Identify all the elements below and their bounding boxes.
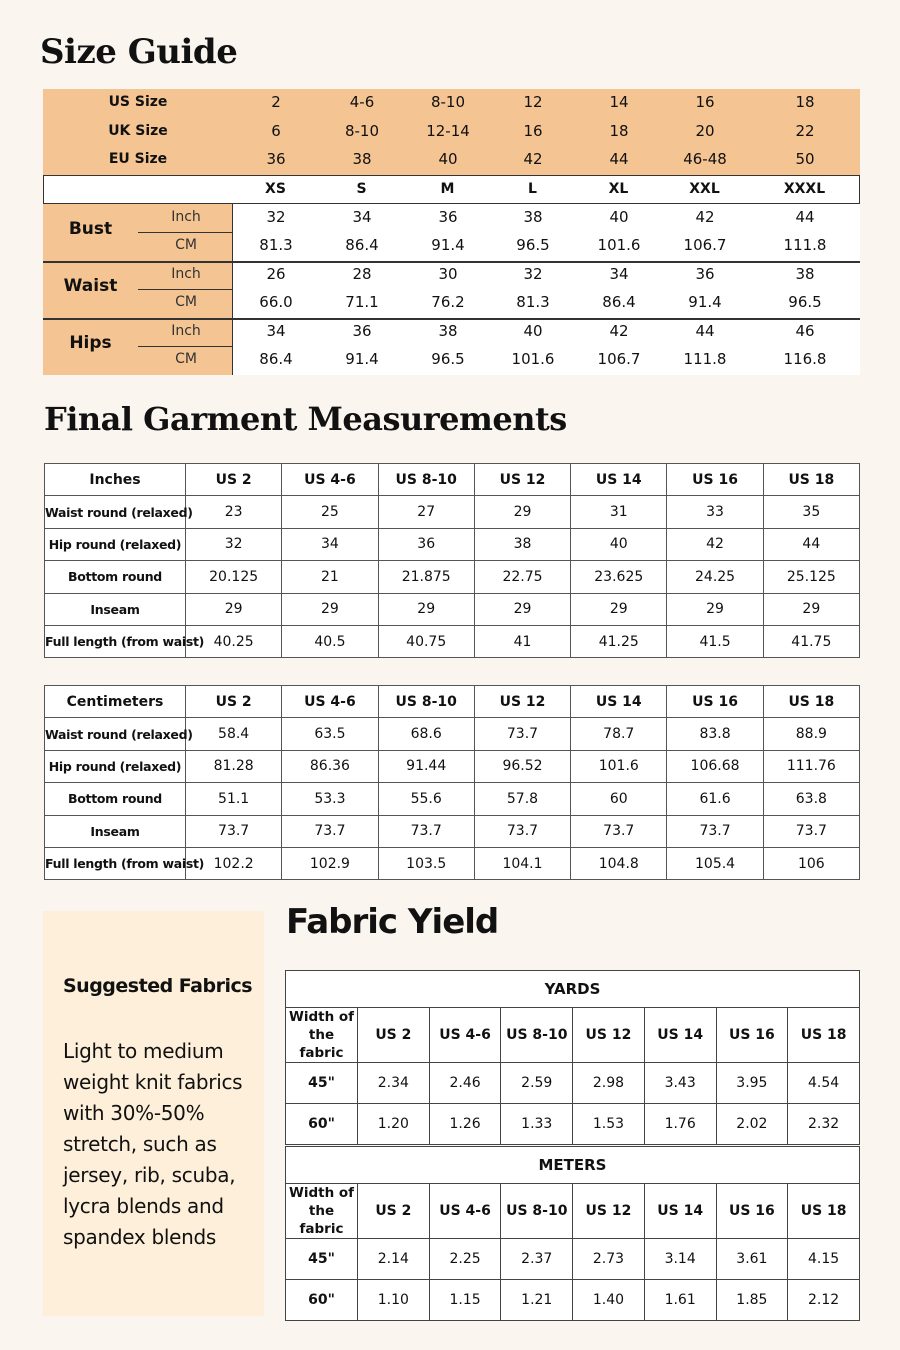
size-header: US 14 <box>644 1008 716 1063</box>
cm-value: 111.8 <box>683 350 727 368</box>
row-label: Inseam <box>45 593 186 625</box>
letter-size: XL <box>608 181 629 197</box>
cell-value: 105.4 <box>667 847 763 879</box>
yield-value: 1.21 <box>501 1280 573 1321</box>
inch-value: 36 <box>695 265 715 283</box>
yield-value: 2.02 <box>716 1104 788 1145</box>
row-label: Full length (from waist) <box>45 847 186 879</box>
yield-value: 2.37 <box>501 1239 573 1280</box>
header-row <box>45 464 860 496</box>
size-region-label: UK Size <box>108 122 168 139</box>
size-header: US 18 <box>788 1008 860 1063</box>
cm-value: 106.7 <box>683 236 727 254</box>
row-label: Bottom round <box>45 783 186 815</box>
size-header: US 4-6 <box>282 686 378 718</box>
cell-value: 29 <box>282 593 378 625</box>
cell-value: 103.5 <box>378 847 474 879</box>
unit-inch-label: Inch <box>171 266 201 282</box>
inch-value: 38 <box>795 265 815 283</box>
size-value: 50 <box>795 150 815 168</box>
cell-value: 73.7 <box>667 815 763 847</box>
cell-value: 25.125 <box>763 561 859 593</box>
cm-value: 106.7 <box>597 350 641 368</box>
row-label: Waist round (relaxed) <box>45 496 186 528</box>
cm-value: 66.0 <box>259 293 293 311</box>
size-header: US 18 <box>788 1184 860 1239</box>
size-header: US 8-10 <box>501 1184 573 1239</box>
yield-value: 3.43 <box>644 1063 716 1104</box>
unit-header: Inches <box>45 464 186 496</box>
size-header: US 2 <box>186 464 282 496</box>
table-row <box>286 1239 860 1280</box>
cell-value: 29 <box>571 593 667 625</box>
size-value: 16 <box>523 121 543 140</box>
table-row <box>45 625 860 657</box>
suggested-fabrics-text: Light to medium weight knit fabrics with 30%-50% stretch, such as jersey, rib, scuba, lycra blends and spandex blends <box>63 1039 243 1249</box>
letter-size: M <box>440 181 455 197</box>
size-header: US 8-10 <box>378 464 474 496</box>
size-header: US 2 <box>358 1008 430 1063</box>
cell-value: 21 <box>282 561 378 593</box>
letter-size: S <box>356 181 367 197</box>
size-region-row <box>43 89 860 117</box>
table-row <box>286 1063 860 1104</box>
cm-value: 81.3 <box>516 293 550 311</box>
width-header <box>286 1008 358 1063</box>
yield-value: 4.54 <box>788 1063 860 1104</box>
inch-value: 44 <box>695 322 715 340</box>
cell-value: 31 <box>571 496 667 528</box>
cm-value: 71.1 <box>345 293 379 311</box>
unit-cm-label: CM <box>175 294 197 310</box>
cm-value: 86.4 <box>602 293 636 311</box>
inch-value: 34 <box>352 208 372 226</box>
cm-value: 76.2 <box>431 293 465 311</box>
size-header: US 2 <box>358 1184 430 1239</box>
size-header: US 14 <box>571 464 667 496</box>
cell-value: 25 <box>282 496 378 528</box>
final-garment-title: Final Garment Measurements <box>44 400 567 438</box>
cell-value: 29 <box>378 593 474 625</box>
size-region-label: EU Size <box>108 151 168 167</box>
size-value: 38 <box>352 150 372 168</box>
table-row <box>45 593 860 625</box>
cm-value: 96.5 <box>788 293 822 311</box>
yield-value: 2.73 <box>573 1239 645 1280</box>
width-label-line2: the fabric <box>299 1027 344 1061</box>
unit-inch-label: Inch <box>171 323 201 339</box>
size-header: US 14 <box>571 686 667 718</box>
cell-value: 33 <box>667 496 763 528</box>
size-header: US 16 <box>716 1008 788 1063</box>
unit-divider <box>138 289 233 290</box>
table-row <box>45 783 860 815</box>
yield-value: 2.14 <box>358 1239 430 1280</box>
fabric-width: 45" <box>286 1063 358 1104</box>
cell-value: 58.4 <box>186 718 282 750</box>
yield-value: 3.95 <box>716 1063 788 1104</box>
cell-value: 57.8 <box>474 783 570 815</box>
yield-value: 1.33 <box>501 1104 573 1145</box>
cell-value: 63.5 <box>282 718 378 750</box>
width-label-line1: Width of <box>288 1185 355 1201</box>
fabric-yield-meters-table <box>285 1146 860 1321</box>
cell-value: 73.7 <box>378 815 474 847</box>
cell-value: 41.75 <box>763 625 859 657</box>
cell-value: 24.25 <box>667 561 763 593</box>
fabric-yield-title: Fabric Yield <box>286 902 499 942</box>
size-value: 20 <box>695 121 715 140</box>
cell-value: 83.8 <box>667 718 763 750</box>
cell-value: 41.5 <box>667 625 763 657</box>
cm-value: 91.4 <box>345 350 379 368</box>
unit-cm-label: CM <box>175 351 197 367</box>
size-header: US 4-6 <box>429 1008 501 1063</box>
cm-value: 91.4 <box>431 236 465 254</box>
cell-value: 20.125 <box>186 561 282 593</box>
inch-value: 36 <box>352 322 372 340</box>
row-label: Waist round (relaxed) <box>45 718 186 750</box>
cell-value: 78.7 <box>571 718 667 750</box>
measurement-name: Waist <box>63 276 118 296</box>
cell-value: 60 <box>571 783 667 815</box>
cell-value: 101.6 <box>571 750 667 782</box>
cell-value: 32 <box>186 528 282 560</box>
row-label: Bottom round <box>45 561 186 593</box>
size-header: US 12 <box>474 464 570 496</box>
table-row <box>45 718 860 750</box>
table-row <box>45 561 860 593</box>
inch-value: 28 <box>352 265 372 283</box>
yield-value: 2.59 <box>501 1063 573 1104</box>
cell-value: 40.5 <box>282 625 378 657</box>
cell-value: 61.6 <box>667 783 763 815</box>
cell-value: 73.7 <box>763 815 859 847</box>
measurement-group-waist <box>43 261 860 318</box>
cell-value: 104.1 <box>474 847 570 879</box>
size-value: 40 <box>438 150 458 168</box>
cell-value: 51.1 <box>186 783 282 815</box>
cell-value: 23.625 <box>571 561 667 593</box>
fabric-width: 60" <box>286 1104 358 1145</box>
size-region-row <box>43 118 860 146</box>
cell-value: 102.9 <box>282 847 378 879</box>
cell-value: 91.44 <box>378 750 474 782</box>
inch-value: 40 <box>609 208 629 226</box>
size-guide-title: Size Guide <box>40 32 238 72</box>
cm-value: 101.6 <box>597 236 641 254</box>
size-guide-table <box>43 89 860 375</box>
size-value: 2 <box>271 93 281 111</box>
inch-value: 36 <box>438 208 458 226</box>
table-row <box>45 496 860 528</box>
cell-value: 40 <box>571 528 667 560</box>
cell-value: 96.52 <box>474 750 570 782</box>
width-header <box>286 1184 358 1239</box>
inch-value: 32 <box>266 208 286 226</box>
measurement-name: Bust <box>68 219 113 239</box>
yield-value: 1.40 <box>573 1280 645 1321</box>
unit-inch-label: Inch <box>171 209 201 225</box>
size-value: 14 <box>609 93 629 111</box>
yield-value: 2.34 <box>358 1063 430 1104</box>
size-value: 8-10 <box>344 121 380 140</box>
cm-value: 81.3 <box>259 236 293 254</box>
size-value: 16 <box>695 93 715 111</box>
cell-value: 106.68 <box>667 750 763 782</box>
unit-caption: METERS <box>286 1147 860 1184</box>
cell-value: 38 <box>474 528 570 560</box>
header-row <box>45 686 860 718</box>
inch-value: 42 <box>609 322 629 340</box>
header-row <box>286 1008 860 1063</box>
cell-value: 35 <box>763 496 859 528</box>
cm-value: 91.4 <box>688 293 722 311</box>
yield-value: 3.14 <box>644 1239 716 1280</box>
unit-caption: YARDS <box>286 971 860 1008</box>
yield-value: 2.12 <box>788 1280 860 1321</box>
size-header: US 4-6 <box>282 464 378 496</box>
yield-value: 1.10 <box>358 1280 430 1321</box>
garment-inches-table <box>44 463 860 658</box>
size-value: 36 <box>266 150 286 168</box>
unit-divider <box>138 346 233 347</box>
size-header: US 12 <box>573 1008 645 1063</box>
cell-value: 29 <box>667 593 763 625</box>
size-header: US 12 <box>474 686 570 718</box>
inch-value: 34 <box>266 322 286 340</box>
suggested-fabrics-panel <box>43 911 264 1316</box>
cell-value: 29 <box>186 593 282 625</box>
row-label: Inseam <box>45 815 186 847</box>
cell-value: 40.25 <box>186 625 282 657</box>
cell-value: 86.36 <box>282 750 378 782</box>
cm-value: 86.4 <box>345 236 379 254</box>
size-header: US 8-10 <box>501 1008 573 1063</box>
yield-value: 2.98 <box>573 1063 645 1104</box>
cm-value: 96.5 <box>431 350 465 368</box>
cell-value: 23 <box>186 496 282 528</box>
yield-value: 2.25 <box>429 1239 501 1280</box>
width-label-line1: Width of <box>288 1009 355 1025</box>
cell-value: 29 <box>474 593 570 625</box>
size-value: 18 <box>795 93 815 111</box>
size-value: 18 <box>609 121 629 140</box>
cell-value: 81.28 <box>186 750 282 782</box>
cell-value: 41.25 <box>571 625 667 657</box>
table-row <box>45 528 860 560</box>
measurement-name: Hips <box>69 333 112 353</box>
size-value: 4-6 <box>349 93 375 111</box>
letter-size-row <box>43 175 860 204</box>
inch-value: 32 <box>523 265 543 283</box>
inch-value: 44 <box>795 208 815 226</box>
caption-row <box>286 971 860 1008</box>
inch-value: 46 <box>795 322 815 340</box>
table-row <box>45 847 860 879</box>
cell-value: 68.6 <box>378 718 474 750</box>
yield-value: 1.20 <box>358 1104 430 1145</box>
cell-value: 73.7 <box>282 815 378 847</box>
inch-value: 40 <box>523 322 543 340</box>
row-label: Hip round (relaxed) <box>45 528 186 560</box>
cell-value: 42 <box>667 528 763 560</box>
row-label: Hip round (relaxed) <box>45 750 186 782</box>
cell-value: 41 <box>474 625 570 657</box>
cell-value: 88.9 <box>763 718 859 750</box>
size-value: 44 <box>609 150 629 168</box>
cell-value: 104.8 <box>571 847 667 879</box>
fabric-yield-yards-table <box>285 970 860 1145</box>
size-value: 6 <box>271 121 281 140</box>
table-row <box>45 815 860 847</box>
cell-value: 73.7 <box>474 718 570 750</box>
unit-cm-label: CM <box>175 237 197 253</box>
cm-value: 86.4 <box>259 350 293 368</box>
size-header: US 16 <box>667 686 763 718</box>
size-header: US 12 <box>573 1184 645 1239</box>
size-header: US 18 <box>763 464 859 496</box>
cell-value: 63.8 <box>763 783 859 815</box>
cell-value: 40.75 <box>378 625 474 657</box>
inch-value: 30 <box>438 265 458 283</box>
yield-value: 1.26 <box>429 1104 501 1145</box>
cell-value: 111.76 <box>763 750 859 782</box>
table-row <box>286 1104 860 1145</box>
cm-value: 101.6 <box>511 350 555 368</box>
cell-value: 106 <box>763 847 859 879</box>
garment-cm-table <box>44 685 860 880</box>
yield-value: 1.61 <box>644 1280 716 1321</box>
yield-value: 2.46 <box>429 1063 501 1104</box>
inch-value: 34 <box>609 265 629 283</box>
yield-value: 1.15 <box>429 1280 501 1321</box>
fabric-width: 60" <box>286 1280 358 1321</box>
cell-value: 73.7 <box>186 815 282 847</box>
cell-value: 55.6 <box>378 783 474 815</box>
yield-value: 1.53 <box>573 1104 645 1145</box>
cell-value: 53.3 <box>282 783 378 815</box>
cm-value: 96.5 <box>516 236 550 254</box>
cell-value: 102.2 <box>186 847 282 879</box>
cell-value: 34 <box>282 528 378 560</box>
size-header: US 2 <box>186 686 282 718</box>
yield-value: 1.85 <box>716 1280 788 1321</box>
cell-value: 29 <box>763 593 859 625</box>
cm-value: 111.8 <box>783 236 827 254</box>
size-region-row <box>43 146 860 174</box>
cell-value: 44 <box>763 528 859 560</box>
size-header: US 4-6 <box>429 1184 501 1239</box>
size-header: US 8-10 <box>378 686 474 718</box>
unit-divider <box>138 232 233 233</box>
size-value: 46-48 <box>683 150 727 168</box>
unit-header: Centimeters <box>45 686 186 718</box>
cell-value: 73.7 <box>571 815 667 847</box>
cell-value: 73.7 <box>474 815 570 847</box>
size-value: 12-14 <box>426 121 470 140</box>
size-header: US 18 <box>763 686 859 718</box>
measurement-group-hips <box>43 318 860 375</box>
size-header: US 14 <box>644 1184 716 1239</box>
yield-value: 3.61 <box>716 1239 788 1280</box>
letter-size: XXL <box>689 181 720 197</box>
width-label-line2: the fabric <box>299 1203 344 1237</box>
row-label: Full length (from waist) <box>45 625 186 657</box>
size-header: US 16 <box>716 1184 788 1239</box>
fabric-width: 45" <box>286 1239 358 1280</box>
cm-value: 116.8 <box>783 350 827 368</box>
table-row <box>45 750 860 782</box>
letter-size: XXXL <box>783 181 826 197</box>
cell-value: 36 <box>378 528 474 560</box>
yield-value: 1.76 <box>644 1104 716 1145</box>
table-row <box>286 1280 860 1321</box>
yield-value: 4.15 <box>788 1239 860 1280</box>
yield-value: 2.32 <box>788 1104 860 1145</box>
inch-value: 38 <box>523 208 543 226</box>
size-value: 8-10 <box>430 93 466 111</box>
cell-value: 29 <box>474 496 570 528</box>
letter-size: L <box>528 181 537 197</box>
cell-value: 21.875 <box>378 561 474 593</box>
inch-value: 38 <box>438 322 458 340</box>
measurement-group-bust <box>43 204 860 261</box>
letter-size: XS <box>265 181 286 197</box>
size-header: US 16 <box>667 464 763 496</box>
suggested-fabrics-title: Suggested Fabrics <box>63 975 253 997</box>
caption-row <box>286 1147 860 1184</box>
size-value: 12 <box>523 93 543 111</box>
inch-value: 42 <box>695 208 715 226</box>
size-value: 42 <box>523 150 543 168</box>
cell-value: 22.75 <box>474 561 570 593</box>
inch-value: 26 <box>266 265 286 283</box>
size-region-label: US Size <box>108 94 168 110</box>
header-row <box>286 1184 860 1239</box>
cell-value: 27 <box>378 496 474 528</box>
size-value: 22 <box>795 121 815 140</box>
